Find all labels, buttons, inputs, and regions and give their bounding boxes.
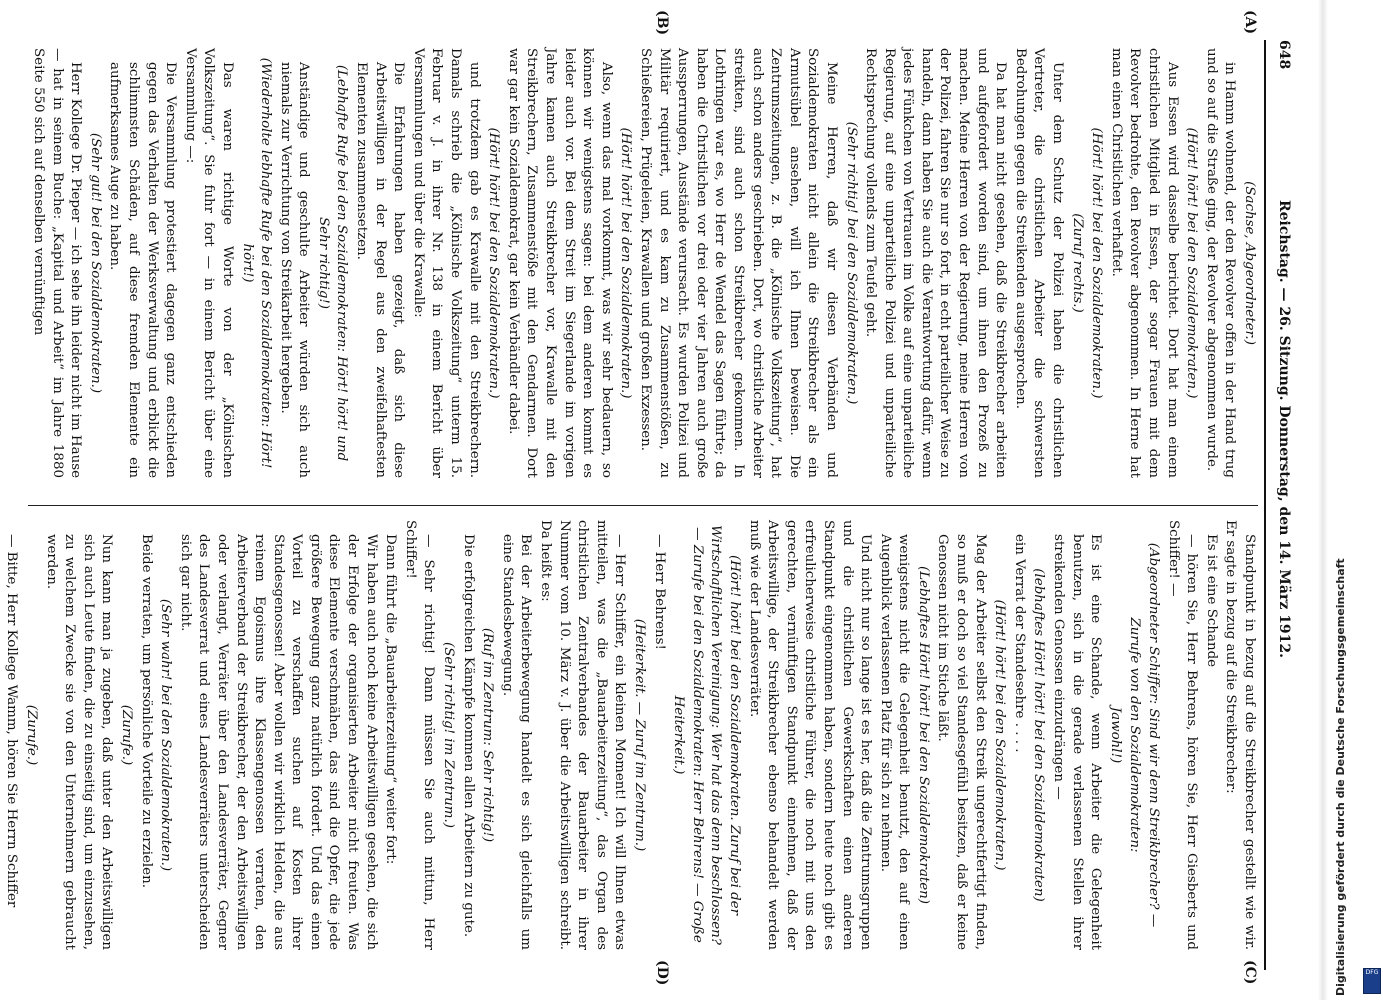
paragraph: — Bitte, Herr Kollege Wamm, hören Sie Herrn Schiffer (4, 534, 20, 908)
margin-marker-b: (B) (654, 10, 670, 36)
interjection: (Hört! hört! bei den Sozialdemokraten.) (618, 127, 634, 399)
paragraph: — Herr Behrens! (651, 534, 667, 650)
paragraph: — hören Sie, Herr Behrens, hören Sie, Herr Giesberts und Schiffer! — (1165, 520, 1200, 950)
quotation: Die Erfahrungen haben gezeigt, daß sich diese Arbeitswilligen in der Regel aus den zweifelhaftesten Elementen zusammensetzen. (354, 62, 407, 478)
header-rule (1264, 40, 1266, 970)
funding-notice: Digitalisierung gefördert durch die Deutsche Forschungsgemeinschaft (1334, 558, 1347, 996)
interjection: (Sehr gut! bei den Sozialdemokraten.) (87, 132, 103, 394)
paragraph: Und nicht nur so lange ist es her, daß die Zentrumsgruppen und die christlichen Gewerkschaften einen anderen Standpunkt eingenommen haben, sondern heute noch gibt es erfreulicherweise christliche Führer, die noch mit uns den gerechten, vernünftigen Standpunkt einnehmen, daß der Arbeitswillige, der Streikbrecher ebenso behandelt werden muß wie der Landesverräter. (746, 520, 874, 950)
dfg-logo-text: DFG (1365, 969, 1379, 976)
paragraph: Da hat man nicht gesehen, daß die Streikbrecher arbeiten und aufgefordert worden sind, um ihnen den Prozeß zu machen. Meine Herren von der Regierung, meine Herren von der Polizei, fahren Sie nur so fort, in echt parteilicher Weise zu handeln, dann haben Sie auch die Verantwortung dafür, wenn jedes Fünkchen von Vertrauen im Volke auf eine unparteiliche Regierung, auf eine unparteiliche Polizei und unparteiliche Rechtsprechung vollends zum Teufel geht. (863, 48, 1009, 478)
interjection: (Heiterkeit. — Zuruf im Zentrum.) (632, 618, 647, 852)
interjection: (lebhaftes Hört! hört! bei den Sozialdemokraten) (1031, 568, 1047, 902)
quotation: Es ist eine Schande (1203, 534, 1219, 668)
paragraph: Unter dem Schutz der Polizei haben die christlichen Vertreter, die christlichen Arbeiter die schwersten Bedrohungen gegen die Streikenden ausgesprochen. (1012, 48, 1066, 478)
interjection: (Wiederholte lebhafte Rufe bei den Sozialdemokraten: Hört! hört!) (239, 57, 274, 469)
interjection: (Sehr wahr! bei den Sozialdemokraten.) (158, 598, 174, 872)
paragraph: Aus Essen wird dasselbe berichtet. Dort hat man einem christlichen Mitglied in Essen, der sogar Frauen mit dem Revolver bedrohte, den Revolver abgenommen. In Herne hat man einen Christlichen verhaftet. (1108, 48, 1180, 478)
quotation: Nun kann man ja zugeben, daß unter den Arbeitswilligen sich auch Leute finden, die zu einseitig sind, um einzusehen, zu welchem Zwecke sie von den Unternehmern gebraucht werden. (43, 534, 115, 950)
paragraph: — Sehr richtig! Dann müssen Sie auch mittun, Herr Schiffer! (402, 520, 437, 950)
interjection: (Zurufe.) (24, 704, 39, 766)
interjection: (Ruf im Zentrum: Sehr richtig!) (480, 627, 496, 843)
quotation: Die Versammlung protestiert dagegen ganz entschieden gegen das Verhalten der Werksverwaltung und erblickt die schlimmsten Schäden, auf diese fremden Elemente ein aufmerksames Auge zu haben. (107, 62, 179, 478)
paragraph: und trotzdem gab es Krawalle mit den Streikbrechern. Damals schrieb die „Kölnische Volkszeitung“ unterm 15. Februar v. J. in ihrer Nr. 138 in einem Bericht über Versammlungen und über die Krawalle: (410, 48, 482, 478)
paragraph: Das waren richtige Worte von der „Kölnischen Volkszeitung“. Sie fuhr fort — in einem Bericht über eine Versammlung —: (182, 48, 235, 478)
paragraph: Also, wenn das mal vorkommt, was wir sehr bedauern, so können wir wenigstens sagen: bei dem anderen kommt es leider auch vor. Bei dem Streit im Siegerlande im vorigen Jahre kamen auch Streikbrecher vor, Krawalle mit den Streikbrechern, Zusammenstöße mit den Gendarmen. Dort war gar kein Sozialdemokrat, gar kein Verbändler dabei. (505, 48, 614, 478)
interjection: (Hört! hört! bei den Sozialdemokraten. Zuruf bei der Wirtschaftlichen Vereinigung: Wer hat das denn beschlossen? — Zurufe bei den Sozialdemokraten: Herr Behrens! — Große Heiterkeit.) (671, 525, 742, 945)
margin-marker-a: (A) (1242, 10, 1258, 35)
quotation: Wir haben auch noch keine Arbeitswilligen gesehen, die sich der Erfolge der organisierten Arbeiter nicht freuten. Was diese Elemente verschmähen, das sind die Opfer, die jede größere Bewegung ganz natürlich fordert. Und das einen Vorteil zu verschaffen suchen auf Kosten ihrer Standesgenossen! Aber wollen wir wirklich Helden, die aus reinem Egoismus ihre Klassengenossen verraten, den Arbeiterverband der Streikbrecher, der den Arbeitswilligen oder verlangt, Verräter über den Landesverräter, Gegner des Landesverrat und eines Landesverräters unterscheiden sich gar nicht. (177, 534, 379, 950)
interjection: (Zurufe.) (118, 704, 134, 766)
interjection: (Sehr richtig! bei den Sozialdemokraten.) (843, 121, 859, 405)
interjection: (Abgeordneter Schiffer: Sind wir denn Streikbrecher? — Zurufe von den Sozialdemokraten: (1127, 542, 1162, 928)
quotation: Mag der Arbeiter selbst den Streik ungerechtfertigt finden, so muß er doch so viel Standesgefühl besitzen, daß er keine Genossen nicht im Stiche läßt. (935, 534, 988, 950)
interjection: (Hört! hört! bei den Sozialdemokraten.) (1184, 127, 1200, 399)
interjection: (Lebhafte Rufe bei den Sozialdemokraten: Hört! hört! und Sehr richtig!) (315, 64, 350, 462)
header-title: Reichstag. — 26. Sitzung. Donnerstag, den 14. März 1912. (1276, 200, 1292, 659)
quotation: Bei der Arbeiterbewegung handelt es sich gleichfalls um eine Standesbewegung. (499, 534, 534, 950)
interjection: (Hört! hört! bei den Sozialdemokraten.) (992, 599, 1008, 871)
paragraph: Standpunkt in bezug auf die Streikbrecher gestellt wie wir. Er sagte in bezug auf die Streikbrecher: (1223, 520, 1257, 950)
interjection: (Sehr richtig! im Zentrum.) (441, 642, 457, 828)
quotation: Beide verraten, um persönliche Vorteile zu erzielen. (138, 534, 154, 888)
running-header (1270, 40, 1292, 960)
right-column (4, 520, 1258, 950)
quotation: Es ist eine Schande, wenn Arbeiter die Gelegenheit benutzen, sich in die gerade verlassenen Stellen ihrer streikenden Genossen einzudrängen — (1051, 534, 1104, 950)
paragraph: Dann führt die „Bauarbeiterzeitung“ weiter fort: (383, 534, 399, 865)
left-column (28, 48, 1258, 478)
quotation: wenigstens nicht die Gelegenheit benutzt, den auf einen Augenblick verlassenen Platz für sich zu nehmen. (877, 534, 912, 950)
paragraph: in Hamm wohnend, der den Revolver offen in der Hand trug und so auf die Straße ging, der Revolver abgenommen wurde. (1203, 48, 1238, 478)
interjection: (Lebhaftes Hört! hört! bei den Sozialdemokraten) (915, 565, 931, 905)
interjection: (Hört! hört! bei den Sozialdemokraten.) (486, 127, 502, 399)
margin-marker-c: (C) (1242, 960, 1258, 985)
interjection: (Hört! hört! bei den Sozialdemokraten.) (1089, 127, 1105, 399)
column-divider (28, 505, 1258, 506)
margin-marker-d: (D) (654, 960, 670, 986)
quotation: ein Verrat der Standesehre . . . . (1011, 534, 1027, 753)
paragraph: — Herr Schiffer, ein kleinen Moment! Ich will Ihnen etwas mitteilen, was die „Bauarbeiterzeitung“, das Organ des christlichen Zentralverbandes der Bauarbeiter in ihrer Nummer vom 10. März v. J. über die Arbeitswilligen schreibt. Da heißt es: (538, 520, 628, 950)
paragraph: Herr Kollege Dr. Pieper — ich sehe ihn leider nicht im Hause — hat in seinem Buche: „Kapital und Arbeit“ im Jahre 1880 Seite 550 sich auf denselben vernünftigen (31, 48, 84, 478)
paragraph: Meine Herren, daß wir diesen Verbänden und Sozialdemokraten nicht allein die Streikbrecher als ein Armutsübel ansehen, will ich Ihnen beweisen. Die Zentrumszeitungen, z. B. die „Kölnische Volkszeitung“, hat auch schon anders geschrieben. Dort, wo christliche Arbeiter streikten, sind auch schon Streikbrecher gekommen. In Lothringen war es, wo Herr de Wendel das Sagen führte; da haben die Christlichen vor drei oder vier Jahren auch große Aussperrungen, Ausstände verursacht. Es wurden Polizei und Militär requiriert, und es kam zu Zusammenstößen, zu Schießereien, Prügeleien, Krawallen und großen Exzessen. (638, 48, 839, 478)
interjection: (Zuruf rechts.) (1069, 213, 1085, 313)
quotation: Anständige und geschulte Arbeiter würden sich auch niemals zur Verrichtung von Streikarbeit hergeben. (277, 62, 312, 478)
interjection: Jawohl!) (1107, 706, 1123, 764)
interjection: (Sachse, Abgeordneter.) (1242, 181, 1257, 345)
quotation: Die erfolgreichen Kämpfe kommen allen Arbeitern zu gute. (460, 534, 476, 938)
page-number: 648 (1276, 40, 1292, 70)
